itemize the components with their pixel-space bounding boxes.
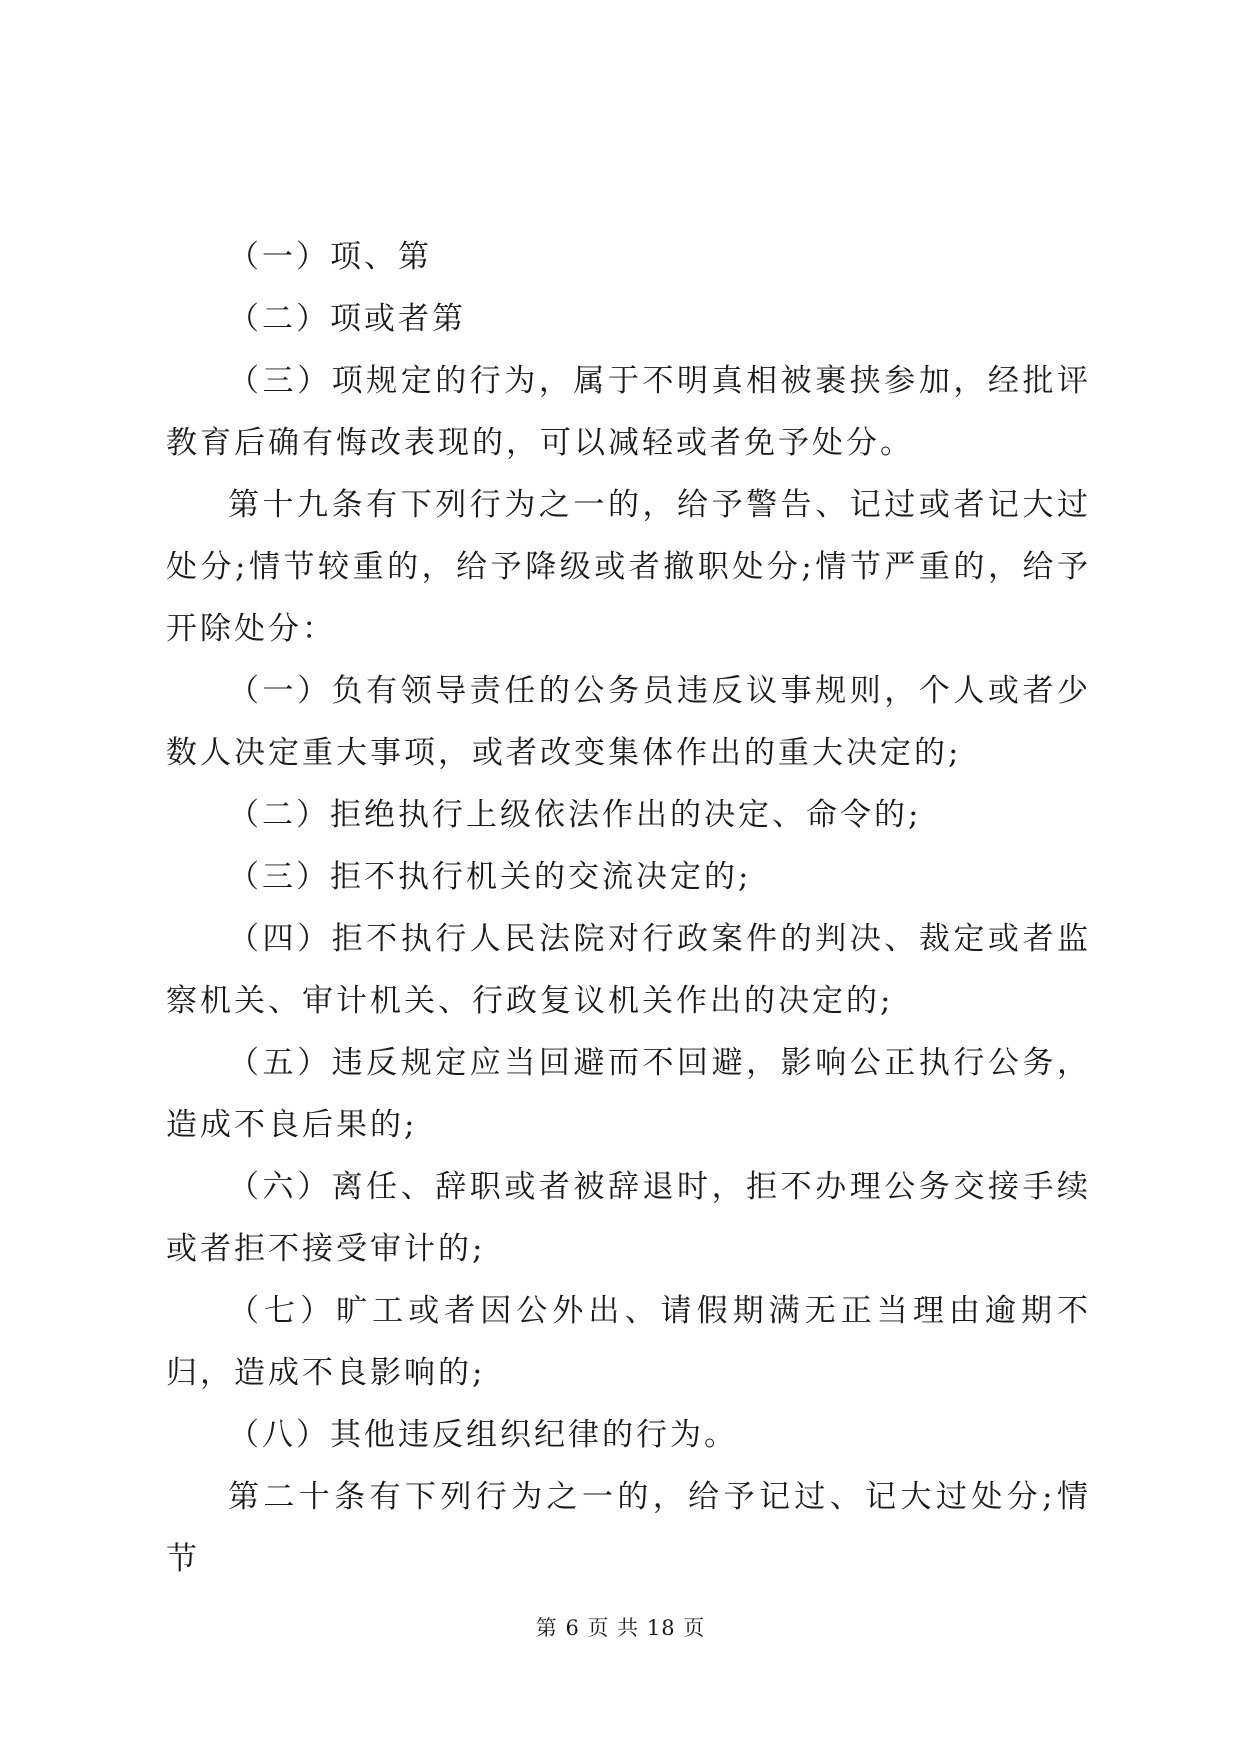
article-20-paragraph: 第二十条有下列行为之一的，给予记过、记大过处分;情节 [166,1479,1091,1577]
paragraph-item-2: （二）项或者第 [228,301,466,337]
article-19-item-3: （三）拒不执行机关的交流决定的; [228,859,752,895]
article-19-item-6: （六）离任、辞职或者被辞退时，拒不办理公务交接手续或者拒不接受审计的; [166,1169,1091,1267]
paragraph-item-3: （三）项规定的行为，属于不明真相被裹挟参加，经批评教育后确有悔改表现的，可以减轻或者免予处分。 [166,363,1091,461]
article-19-item-2: （二）拒绝执行上级依法作出的决定、命令的; [228,797,922,833]
article-19-paragraph: 第十九条有下列行为之一的，给予警告、记过或者记大过处分;情节较重的，给予降级或者撤职处分;情节严重的，给予开除处分： [166,487,1091,647]
article-19-item-8: （八）其他违反组织纪律的行为。 [228,1417,738,1453]
paragraph-item-1: （一）项、第 [228,239,432,275]
article-19-item-4: （四）拒不执行人民法院对行政案件的判决、裁定或者监察机关、审计机关、行政复议机关作出的决定的; [166,921,1091,1019]
page-number-footer: 第 6 页 共 18 页 [535,1616,706,1640]
document-body [166,226,1091,1590]
article-19-item-5: （五）违反规定应当回避而不回避，影响公正执行公务，造成不良后果的; [166,1045,1091,1143]
article-19-item-7: （七）旷工或者因公外出、请假期满无正当理由逾期不归，造成不良影响的; [166,1293,1091,1391]
article-19-item-1: （一）负有领导责任的公务员违反议事规则，个人或者少数人决定重大事项，或者改变集体作出的重大决定的; [166,673,1091,771]
